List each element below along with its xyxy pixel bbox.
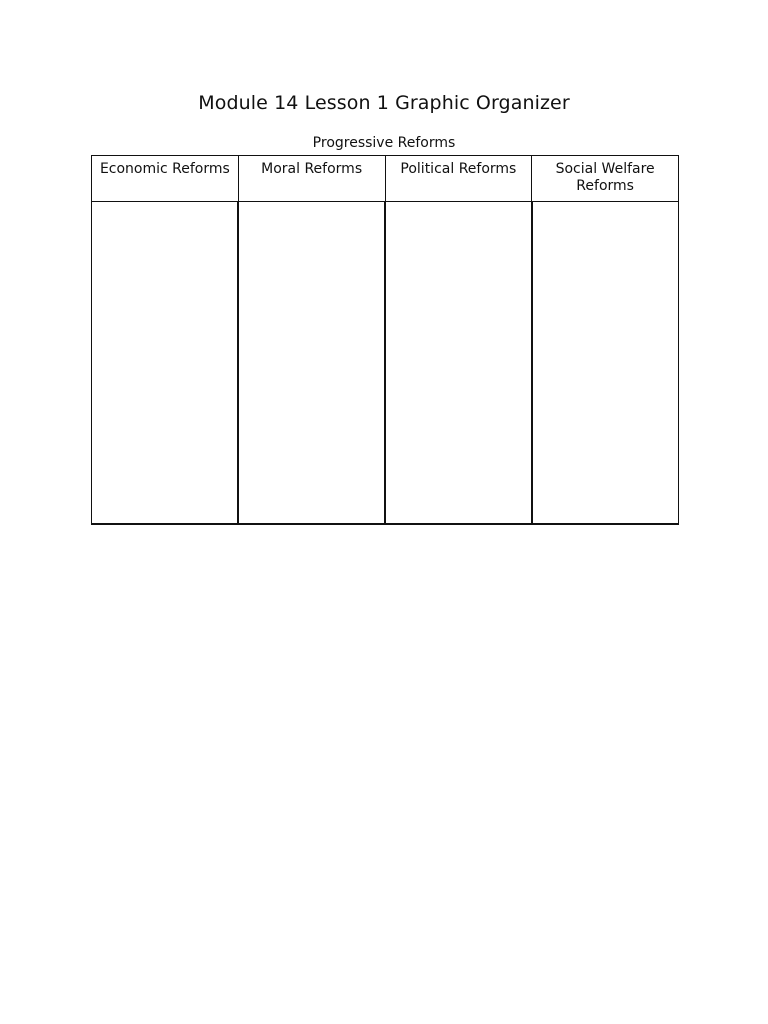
answer-cell-economic[interactable] xyxy=(92,202,239,525)
answer-cell-social-welfare[interactable] xyxy=(532,202,679,525)
table-caption: Progressive Reforms xyxy=(312,135,456,151)
column-header-economic: Economic Reforms xyxy=(92,156,239,202)
answer-cell-political[interactable] xyxy=(385,202,532,525)
page-title: Module 14 Lesson 1 Graphic Organizer xyxy=(198,92,570,114)
answer-cell-moral[interactable] xyxy=(238,202,385,525)
header-row xyxy=(92,156,679,202)
column-header-moral: Moral Reforms xyxy=(238,156,385,202)
column-header-political: Political Reforms xyxy=(385,156,532,202)
column-header-social-welfare: Social Welfare Reforms xyxy=(532,156,679,202)
answer-row xyxy=(92,202,679,525)
graphic-organizer-table xyxy=(91,155,679,525)
